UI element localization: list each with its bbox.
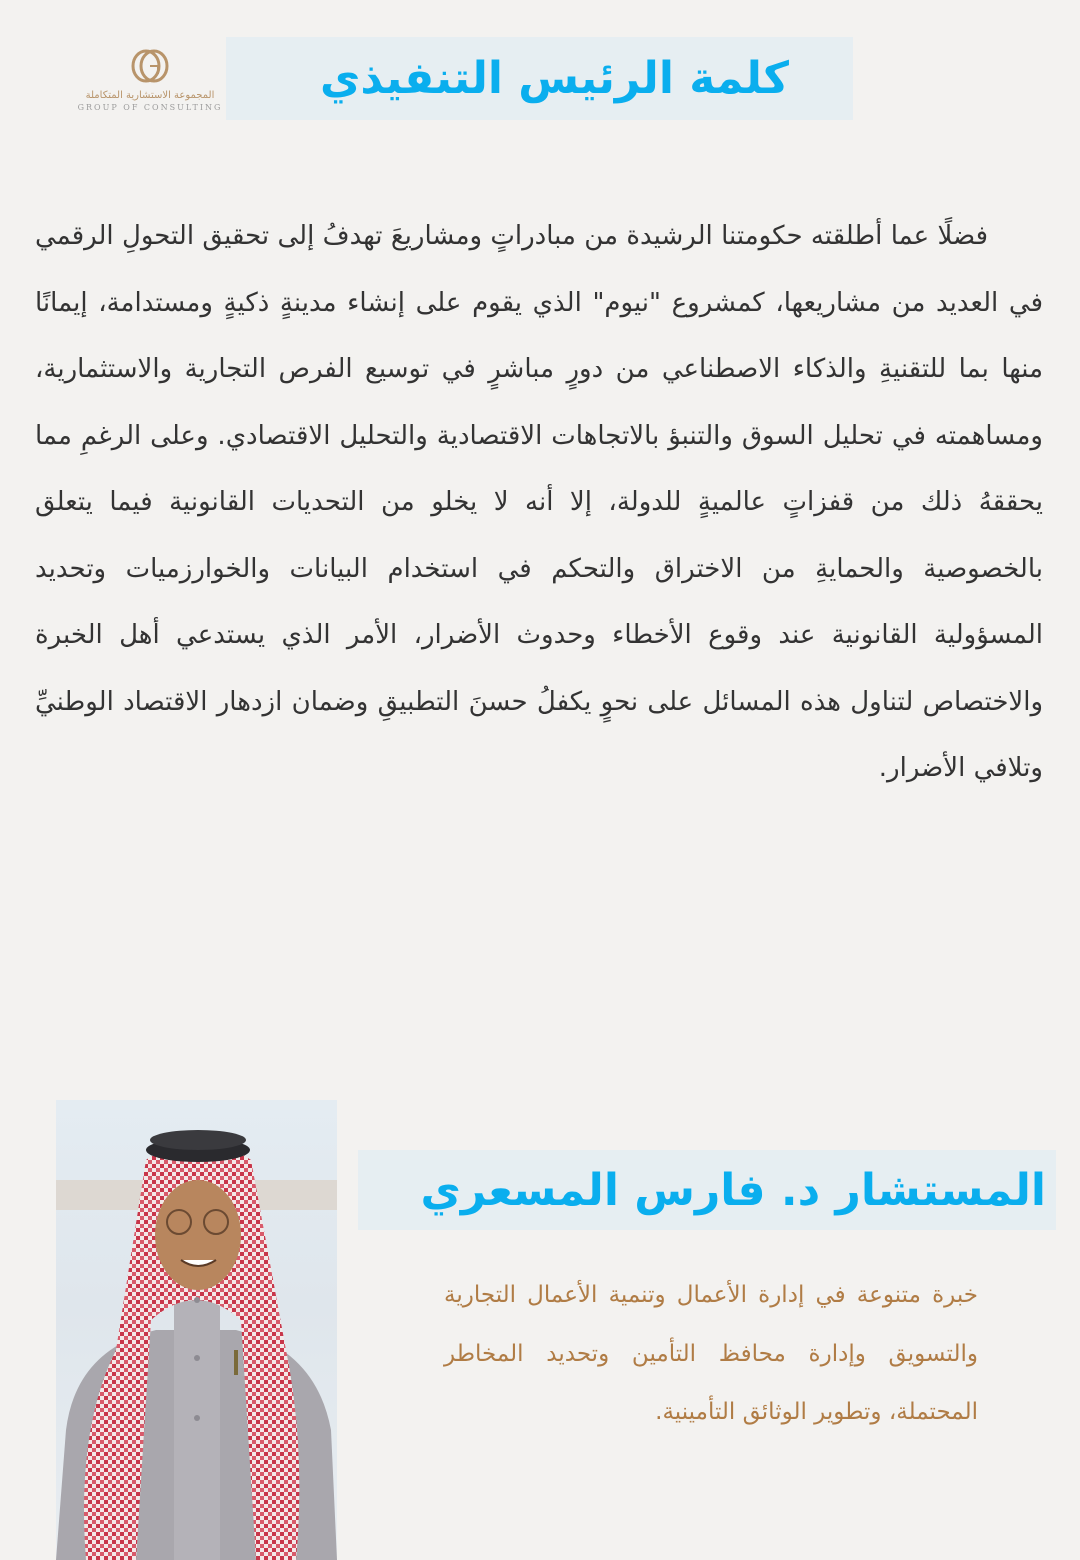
page-title: كلمة الرئيس التنفيذي bbox=[320, 53, 789, 104]
logo-arabic-name: المجموعة الاستشارية المتكاملة bbox=[85, 90, 215, 101]
ceo-message bbox=[35, 203, 1043, 802]
profile-name: المستشار د. فارس المسعري bbox=[420, 1164, 1046, 1216]
ceo-message-paragraph: فضلًا عما أطلقته حكومتنا الرشيدة من مبادراتٍ ومشاريعَ تهدفُ إلى تحقيق التحولِ الرقمي في العديد من مشاريعها، كمشروع "نيوم" الذي يقوم على إنشاء مدينةٍ ذكيةٍ ومستدامة، إيمانًا منها بما للتقنيةِ والذكاء الاصطناعي من دورٍ مباشرٍ في توسيع الفرص التجارية والاستثمارية، ومساهمته في تحليل السوق والتنبؤ بالاتجاهات الاقتصادية والتحليل الاقتصادي. وعلى الرغمِ مما يحققهُ ذلك من قفزاتٍ عالميةٍ للدولة، إلا أنه لا يخلو من التحديات القانونية فيما يتعلق بالخصوصية والحمايةِ من الاختراق والتحكم في استخدام البيانات والخوارزميات وتحديد المسؤولية القانونية عند وقوع الأخطاء وحدوث الأضرار، الأمر الذي يستدعي أهل الخبرة والاختصاص لتناول هذه المسائل على نحوٍ يكفلُ حسنَ التطبيقِ وضمان ازدهار الاقتصاد الوطنيِّ وتلافي الأضرار. bbox=[35, 221, 1043, 783]
profile-bio-text: خبرة متنوعة في إدارة الأعمال وتنمية الأعمال التجارية والتسويق وإدارة محافظ التأمين وتحديد المخاطر المحتملة، وتطوير الوثائق التأمينية. bbox=[444, 1282, 978, 1425]
page-title-banner bbox=[226, 37, 853, 120]
logo-english-name: GROUP OF CONSULTING bbox=[77, 103, 223, 112]
portrait-illustration bbox=[56, 1100, 337, 1560]
profile-name-banner bbox=[358, 1150, 1056, 1230]
logo-g-icon bbox=[128, 48, 172, 84]
profile-photo bbox=[56, 1100, 337, 1560]
profile-bio bbox=[444, 1266, 978, 1442]
company-logo bbox=[60, 48, 240, 128]
